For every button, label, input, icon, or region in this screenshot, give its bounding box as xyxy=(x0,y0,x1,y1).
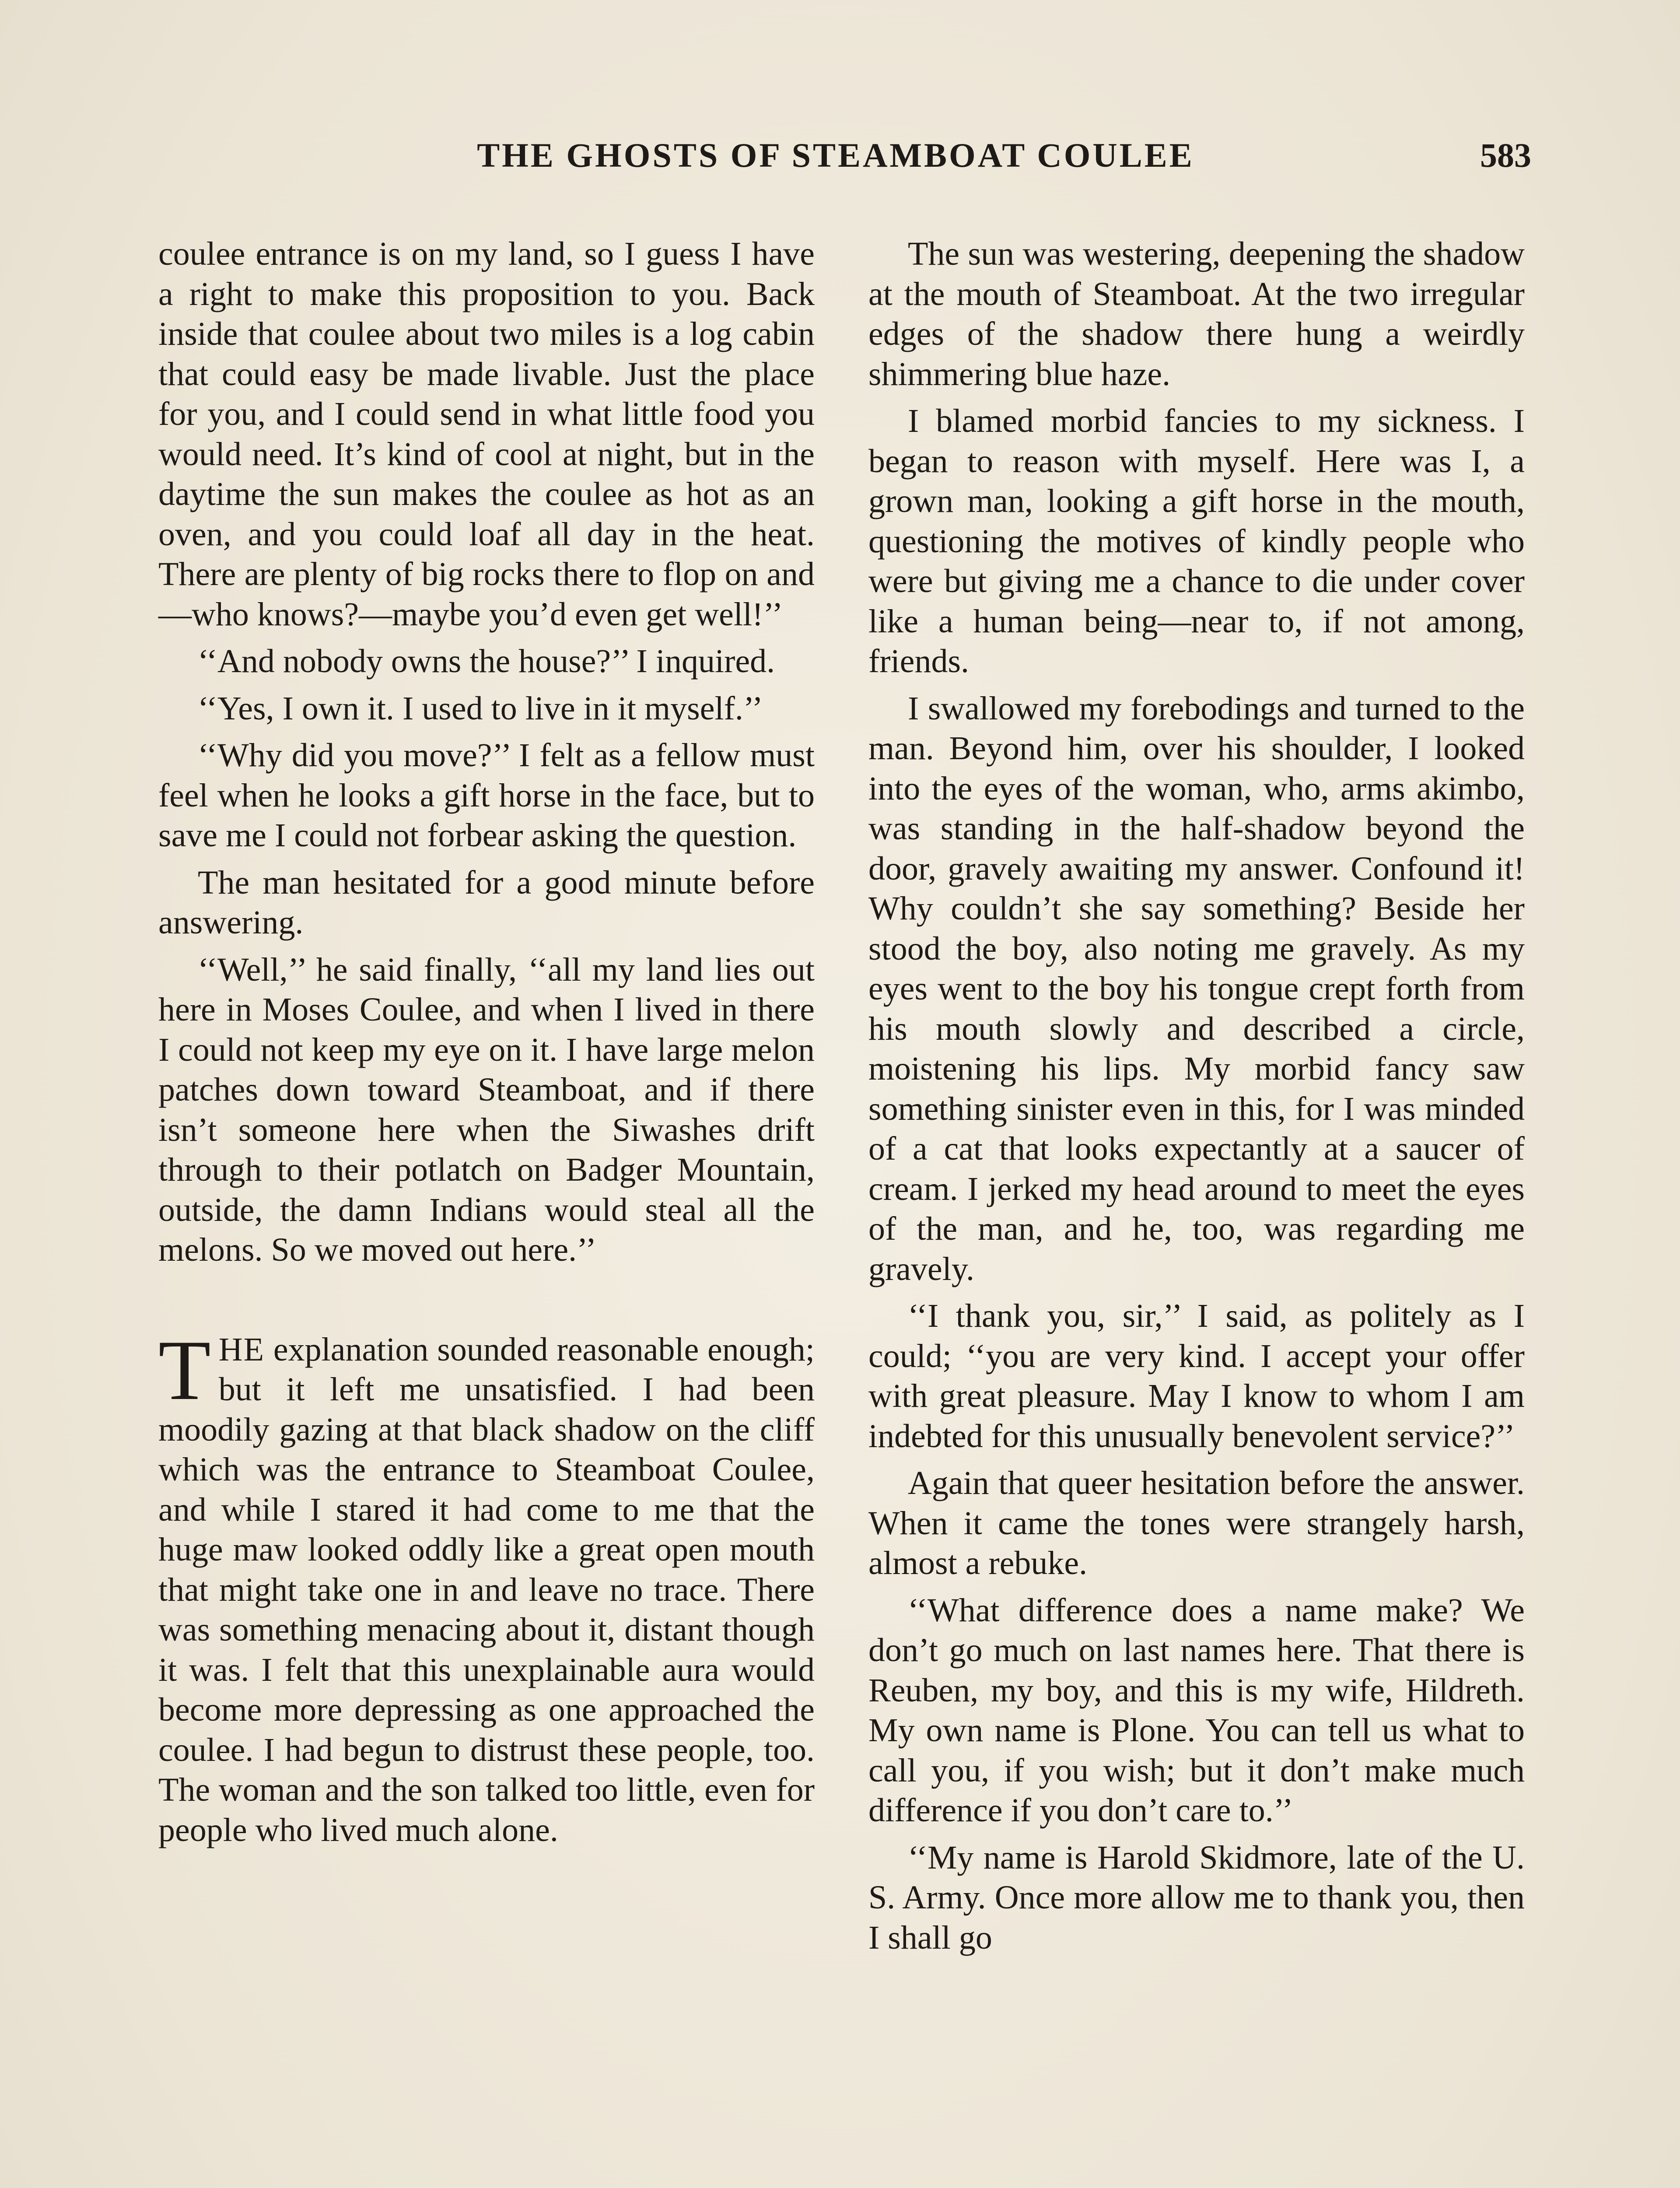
paragraph: ‘‘Why did you move?’’ I felt as a fellow must feel when he looks a gift horse in the face, but to save me I could not forbear asking the question. xyxy=(158,737,815,854)
page-number: 583 xyxy=(1480,136,1531,174)
left-text-column xyxy=(158,234,815,1857)
drop-cap-paragraph xyxy=(158,1322,815,1851)
section-break xyxy=(158,1277,815,1330)
paragraph: Again that queer hesitation before the answer. When it came the tones were strangely harsh, almost a rebuke. xyxy=(868,1465,1525,1581)
paragraph: ‘‘Well,’’ he said finally, ‘‘all my land lies out here in Moses Coulee, and when I lived in there I could not keep my eye on it. I have large melon patches down toward Steamboat, and if there isn’t someone here when the Siwashes drift through to their potlatch on Badger Mountain, outside, the damn Indians would steal all the melons. So we moved out here.’’ xyxy=(158,951,815,1268)
paragraph: ‘‘What difference does a name make? We don’t go much on last names here. That there is Reuben, my boy, and this is my wife, Hildreth. My own name is Plone. You can tell us what to call you, if you wish; but it don’t make much difference if you don’t care to.’’ xyxy=(868,1592,1525,1829)
right-text-column xyxy=(868,234,1525,1965)
paragraph: ‘‘I thank you, sir,’’ I said, as politely as I could; ‘‘you are very kind. I accept your offer with great pleasure. May I know to whom I am indebted for this unusually benevolent service?’’ xyxy=(868,1297,1525,1455)
paragraph: I swallowed my forebodings and turned to the man. Beyond him, over his shoulder, I looked into the eyes of the woman, who, arms akimbo, was standing in the half-shadow beyond the door, gravely awaiting my answer. Confound it! Why couldn’t she say something? Beside her stood the boy, also noting me gravely. As my eyes went to the boy his tongue crept forth from his mouth slowly and described a circle, moistening his lips. My morbid fancy saw something sinister even in this, for I was minded of a cat that looks expectantly at a saucer of cream. I jerked my head around to meet the eyes of the man, and he, too, was regarding me gravely. xyxy=(868,690,1525,1287)
drop-cap-letter: T xyxy=(158,1322,211,1418)
paragraph: The sun was westering, deepening the shadow at the mouth of Steamboat. At the two irregular edges of the shadow there hung a weirdly shimmering blue haze. xyxy=(868,235,1525,393)
paragraph: coulee entrance is on my land, so I guess I have a right to make this proposition to you. Back inside that coulee about two miles is a log cabin that could easy be made livable. Just the place for you, and I could send in what little food you would need. It’s kind of cool at night, but in the daytime the sun makes the coulee as hot as an oven, and you could loaf all day in the heat. There are plenty of big rocks there to flop on and—who knows?—maybe you’d even get well!’’ xyxy=(158,235,815,633)
paragraph: The man hesitated for a good minute before answering. xyxy=(158,864,815,941)
small-caps-lead: HE xyxy=(218,1331,265,1368)
running-title: THE GHOSTS OF STEAMBOAT COULEE xyxy=(477,136,1194,174)
paragraph: ‘‘My name is Harold Skidmore, late of the U. S. Army. Once more allow me to thank you, then I shall go xyxy=(868,1839,1525,1956)
paragraph: I blamed morbid fancies to my sickness. I began to reason with myself. Here was I, a grown man, looking a gift horse in the mouth, questioning the motives of kindly people who were but giving me a chance to die under cover like a human being—near to, if not among, friends. xyxy=(868,403,1525,680)
page-header xyxy=(158,131,1531,184)
paragraph: ‘‘Yes, I own it. I used to live in it myself.’’ xyxy=(198,690,763,727)
paragraph: ‘‘And nobody owns the house?’’ I inquired. xyxy=(198,643,775,680)
paragraph-text: explanation sounded reasonable enough; but it left me unsatisfied. I had been moodily gazing at that black shadow on the cliff which was the entrance to Steamboat Coulee, and while I stared it had come to me that the huge maw looked oddly like a great open mouth that might take one in and leave no trace. There was something menacing about it, distant though it was. I felt that this unexplainable aura would become more depressing as one approached the coulee. I had begun to distrust these people, too. The woman and the son talked too little, even for people who lived much alone. xyxy=(158,1331,815,1848)
